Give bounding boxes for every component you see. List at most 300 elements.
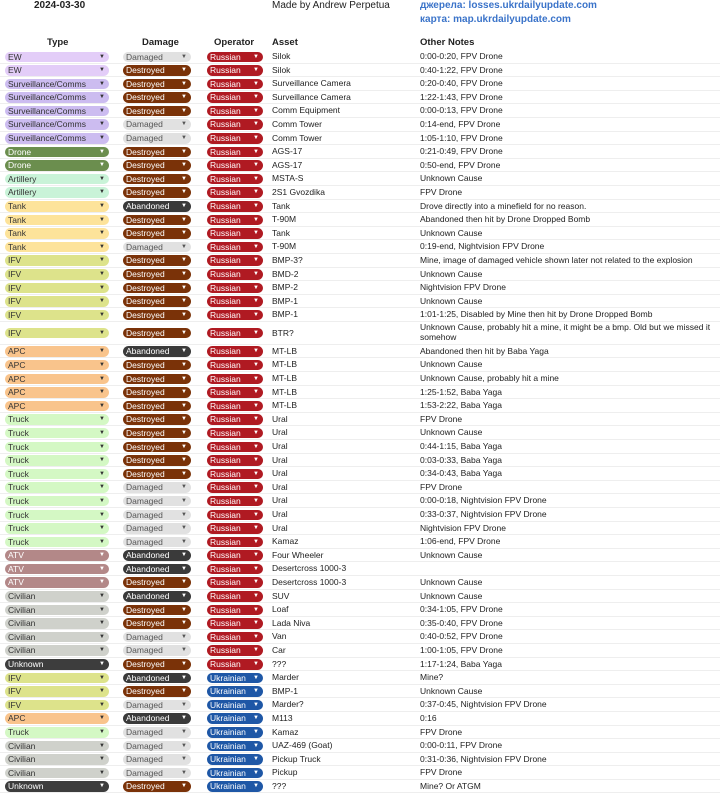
dropdown-arrow-icon: ▼ — [181, 688, 187, 695]
dropdown-arrow-icon: ▼ — [99, 783, 105, 790]
notes-cell: 1:06-end, FPV Drone — [420, 536, 501, 547]
type-dropdown[interactable] — [5, 428, 109, 439]
type-dropdown[interactable] — [5, 119, 109, 130]
notes-cell: Mine, image of damaged vehicle shown later not related to the explosion — [420, 254, 693, 265]
type-dropdown[interactable] — [5, 269, 109, 280]
operator-dropdown[interactable] — [207, 255, 263, 266]
notes-cell: 0:34-1:05, FPV Drone — [420, 604, 503, 615]
type-dropdown-label: Truck — [8, 523, 29, 534]
table-row — [0, 172, 720, 186]
type-dropdown-label: Tank — [8, 228, 26, 239]
damage-dropdown[interactable] — [123, 328, 191, 339]
operator-dropdown[interactable] — [207, 523, 263, 534]
operator-dropdown[interactable] — [207, 510, 263, 521]
damage-dropdown[interactable] — [123, 727, 191, 738]
notes-cell: 0:00-0:11, FPV Drone — [420, 740, 503, 751]
damage-dropdown[interactable] — [123, 387, 191, 398]
damage-dropdown[interactable] — [123, 187, 191, 198]
operator-dropdown[interactable] — [207, 65, 263, 76]
asset-cell: Ural — [272, 427, 288, 438]
damage-dropdown[interactable] — [123, 537, 191, 548]
type-dropdown-label: Surveillance/Comms — [8, 92, 86, 103]
damage-dropdown-label: Abandoned — [126, 346, 170, 357]
operator-dropdown[interactable] — [207, 174, 263, 185]
dropdown-arrow-icon: ▼ — [253, 633, 259, 640]
damage-dropdown[interactable] — [123, 673, 191, 684]
type-dropdown[interactable] — [5, 346, 109, 357]
notes-cell: 0:44-1:15, Baba Yaga — [420, 441, 502, 452]
type-dropdown[interactable] — [5, 550, 109, 561]
damage-dropdown[interactable] — [123, 242, 191, 253]
operator-dropdown-label: Russian — [210, 282, 241, 293]
dropdown-arrow-icon: ▼ — [181, 742, 187, 749]
dropdown-arrow-icon: ▼ — [181, 538, 187, 545]
damage-dropdown[interactable] — [123, 374, 191, 385]
damage-dropdown[interactable] — [123, 510, 191, 521]
type-dropdown[interactable] — [5, 283, 109, 294]
operator-dropdown-label: Russian — [210, 373, 241, 384]
asset-cell: UAZ-469 (Goat) — [272, 740, 333, 751]
operator-dropdown[interactable] — [207, 781, 263, 792]
table-row — [0, 413, 720, 427]
dropdown-arrow-icon: ▼ — [99, 216, 105, 223]
type-dropdown[interactable] — [5, 374, 109, 385]
operator-dropdown[interactable] — [207, 79, 263, 90]
asset-cell: Marder? — [272, 699, 304, 710]
type-dropdown[interactable] — [5, 781, 109, 792]
damage-dropdown[interactable] — [123, 428, 191, 439]
operator-dropdown[interactable] — [207, 577, 263, 588]
operator-dropdown-label: Russian — [210, 201, 241, 212]
operator-dropdown[interactable] — [207, 215, 263, 226]
table-row — [0, 240, 720, 254]
type-dropdown[interactable] — [5, 577, 109, 588]
operator-dropdown[interactable] — [207, 374, 263, 385]
operator-dropdown[interactable] — [207, 673, 263, 684]
operator-dropdown[interactable] — [207, 632, 263, 643]
operator-dropdown[interactable] — [207, 591, 263, 602]
operator-dropdown-label: Ukrainian — [210, 727, 246, 737]
table-row — [0, 494, 720, 508]
type-dropdown[interactable] — [5, 713, 109, 724]
damage-dropdown-label: Destroyed — [126, 282, 165, 293]
damage-dropdown[interactable] — [123, 469, 191, 480]
damage-dropdown[interactable] — [123, 65, 191, 76]
type-dropdown[interactable] — [5, 228, 109, 239]
damage-dropdown[interactable] — [123, 686, 191, 697]
dropdown-arrow-icon: ▼ — [181, 257, 187, 264]
type-dropdown[interactable] — [5, 106, 109, 117]
type-dropdown[interactable] — [5, 242, 109, 253]
dropdown-arrow-icon: ▼ — [181, 107, 187, 114]
notes-cell: FPV Drone — [420, 413, 463, 424]
notes-cell: 1:17-1:24, Baba Yaga — [420, 658, 502, 669]
type-dropdown[interactable] — [5, 700, 109, 711]
asset-cell: Silok — [272, 64, 291, 75]
operator-dropdown[interactable] — [207, 187, 263, 198]
type-dropdown[interactable] — [5, 201, 109, 212]
operator-dropdown[interactable] — [207, 605, 263, 616]
damage-dropdown-label: Destroyed — [126, 427, 165, 438]
damage-dropdown[interactable] — [123, 360, 191, 371]
type-dropdown[interactable] — [5, 754, 109, 765]
operator-dropdown[interactable] — [207, 482, 263, 493]
asset-cell: Car — [272, 644, 286, 655]
author-credit: Made by Andrew Perpetua — [272, 0, 390, 11]
dropdown-arrow-icon: ▼ — [181, 620, 187, 627]
asset-cell: Comm Tower — [272, 118, 322, 129]
operator-dropdown[interactable] — [207, 754, 263, 765]
damage-dropdown[interactable] — [123, 255, 191, 266]
dropdown-arrow-icon: ▼ — [253, 729, 259, 735]
type-dropdown[interactable] — [5, 65, 109, 76]
type-dropdown[interactable] — [5, 455, 109, 466]
damage-dropdown[interactable] — [123, 768, 191, 779]
dropdown-arrow-icon: ▼ — [181, 443, 187, 450]
dropdown-arrow-icon: ▼ — [253, 67, 259, 74]
damage-dropdown-label: Destroyed — [126, 373, 165, 384]
table-row — [0, 603, 720, 617]
type-dropdown[interactable] — [5, 618, 109, 629]
type-dropdown-label: Civilian — [8, 645, 36, 656]
operator-dropdown[interactable] — [207, 713, 263, 724]
notes-cell: Unknown Cause — [420, 227, 483, 238]
type-dropdown[interactable] — [5, 414, 109, 425]
damage-dropdown[interactable] — [123, 215, 191, 226]
operator-dropdown[interactable] — [207, 92, 263, 103]
type-dropdown[interactable] — [5, 52, 109, 63]
operator-dropdown[interactable] — [207, 201, 263, 212]
damage-dropdown[interactable] — [123, 482, 191, 493]
type-dropdown[interactable] — [5, 360, 109, 371]
type-dropdown[interactable] — [5, 187, 109, 198]
asset-cell: MT-LB — [272, 359, 298, 370]
operator-dropdown[interactable] — [207, 269, 263, 280]
dropdown-arrow-icon: ▼ — [99, 375, 105, 382]
operator-dropdown[interactable] — [207, 428, 263, 439]
damage-dropdown[interactable] — [123, 401, 191, 412]
type-dropdown-label: IFV — [8, 255, 22, 266]
dropdown-arrow-icon: ▼ — [99, 361, 105, 368]
dropdown-arrow-icon: ▼ — [253, 552, 259, 559]
table-row — [0, 145, 720, 159]
operator-dropdown[interactable] — [207, 310, 263, 321]
operator-dropdown[interactable] — [207, 469, 263, 480]
notes-cell: 0:40-0:52, FPV Drone — [420, 631, 503, 642]
dropdown-arrow-icon: ▼ — [181, 416, 187, 423]
type-dropdown[interactable] — [5, 296, 109, 307]
table-row — [0, 671, 720, 685]
operator-dropdown[interactable] — [207, 387, 263, 398]
type-dropdown[interactable] — [5, 564, 109, 575]
operator-dropdown[interactable] — [207, 401, 263, 412]
damage-dropdown[interactable] — [123, 133, 191, 144]
damage-dropdown[interactable] — [123, 659, 191, 670]
operator-dropdown[interactable] — [207, 160, 263, 171]
dropdown-arrow-icon: ▼ — [253, 511, 259, 518]
operator-dropdown[interactable] — [207, 618, 263, 629]
damage-dropdown-label: Destroyed — [126, 228, 165, 239]
dropdown-arrow-icon: ▼ — [253, 361, 259, 368]
dropdown-arrow-icon: ▼ — [253, 329, 259, 336]
dropdown-arrow-icon: ▼ — [181, 135, 187, 142]
notes-cell: 1:53-2:22, Baba Yaga — [420, 400, 502, 411]
operator-dropdown[interactable] — [207, 537, 263, 548]
dropdown-arrow-icon: ▼ — [181, 243, 187, 250]
operator-dropdown[interactable] — [207, 296, 263, 307]
damage-dropdown[interactable] — [123, 496, 191, 507]
damage-dropdown[interactable] — [123, 119, 191, 130]
operator-dropdown-label: Russian — [210, 160, 241, 171]
damage-dropdown[interactable] — [123, 700, 191, 711]
asset-cell: M113 — [272, 712, 293, 723]
dropdown-arrow-icon: ▼ — [181, 593, 187, 600]
type-dropdown[interactable] — [5, 174, 109, 185]
asset-cell: Ural — [272, 481, 288, 492]
dropdown-arrow-icon: ▼ — [253, 189, 259, 196]
damage-dropdown[interactable] — [123, 591, 191, 602]
damage-dropdown[interactable] — [123, 741, 191, 752]
type-dropdown[interactable] — [5, 741, 109, 752]
table-row — [0, 644, 720, 658]
map-link[interactable]: карта: map.ukrdailyupdate.com — [420, 14, 571, 25]
type-dropdown[interactable] — [5, 160, 109, 171]
dropdown-arrow-icon: ▼ — [99, 742, 105, 749]
operator-dropdown[interactable] — [207, 686, 263, 697]
asset-cell: Lada Niva — [272, 617, 311, 628]
damage-dropdown[interactable] — [123, 346, 191, 357]
damage-dropdown-label: Damaged — [126, 133, 163, 144]
damage-dropdown[interactable] — [123, 296, 191, 307]
type-dropdown[interactable] — [5, 591, 109, 602]
damage-dropdown[interactable] — [123, 160, 191, 171]
damage-dropdown-label: Destroyed — [126, 327, 165, 338]
type-dropdown[interactable] — [5, 523, 109, 534]
operator-dropdown-label: Russian — [210, 241, 241, 252]
damage-dropdown-label: Destroyed — [126, 187, 165, 198]
operator-dropdown[interactable] — [207, 346, 263, 357]
damage-dropdown-label: Damaged — [126, 699, 163, 710]
damage-dropdown[interactable] — [123, 79, 191, 90]
dropdown-arrow-icon: ▼ — [99, 298, 105, 305]
operator-dropdown[interactable] — [207, 768, 263, 779]
operator-dropdown[interactable] — [207, 106, 263, 117]
type-dropdown-label: APC — [8, 373, 26, 384]
type-dropdown[interactable] — [5, 645, 109, 656]
type-dropdown-label: APC — [8, 713, 26, 724]
operator-dropdown[interactable] — [207, 741, 263, 752]
operator-dropdown[interactable] — [207, 442, 263, 453]
damage-dropdown[interactable] — [123, 269, 191, 280]
type-dropdown[interactable] — [5, 496, 109, 507]
damage-dropdown-label: Destroyed — [126, 214, 165, 225]
operator-dropdown-label: Russian — [210, 577, 241, 588]
damage-dropdown[interactable] — [123, 523, 191, 534]
dropdown-arrow-icon: ▼ — [181, 565, 187, 572]
type-dropdown[interactable] — [5, 605, 109, 616]
type-dropdown-label: IFV — [8, 296, 22, 307]
damage-dropdown[interactable] — [123, 52, 191, 63]
damage-dropdown[interactable] — [123, 147, 191, 158]
type-dropdown[interactable] — [5, 92, 109, 103]
type-dropdown[interactable] — [5, 673, 109, 684]
dropdown-arrow-icon: ▼ — [253, 484, 259, 491]
operator-dropdown[interactable] — [207, 360, 263, 371]
operator-dropdown[interactable] — [207, 133, 263, 144]
damage-dropdown[interactable] — [123, 577, 191, 588]
dropdown-arrow-icon: ▼ — [99, 606, 105, 613]
damage-dropdown[interactable] — [123, 550, 191, 561]
asset-cell: Tank — [272, 227, 290, 238]
type-dropdown[interactable] — [5, 537, 109, 548]
operator-dropdown-label: Russian — [210, 427, 241, 438]
damage-dropdown[interactable] — [123, 781, 191, 792]
operator-dropdown[interactable] — [207, 328, 263, 339]
type-dropdown-label: Surveillance/Comms — [8, 105, 86, 116]
type-dropdown[interactable] — [5, 79, 109, 90]
operator-dropdown[interactable] — [207, 283, 263, 294]
table-row — [0, 227, 720, 241]
dropdown-arrow-icon: ▼ — [181, 311, 187, 318]
type-dropdown[interactable] — [5, 328, 109, 339]
operator-dropdown[interactable] — [207, 119, 263, 130]
type-dropdown[interactable] — [5, 442, 109, 453]
type-dropdown[interactable] — [5, 310, 109, 321]
notes-cell: 0:34-0:43, Baba Yaga — [420, 468, 502, 479]
type-dropdown[interactable] — [5, 686, 109, 697]
dropdown-arrow-icon: ▼ — [253, 497, 259, 504]
dropdown-arrow-icon: ▼ — [253, 375, 259, 382]
type-dropdown[interactable] — [5, 147, 109, 158]
damage-dropdown[interactable] — [123, 174, 191, 185]
damage-dropdown[interactable] — [123, 310, 191, 321]
table-row — [0, 698, 720, 712]
notes-cell: Nightvision FPV Drone — [420, 522, 506, 533]
type-dropdown-label: Unknown — [8, 659, 44, 670]
damage-dropdown[interactable] — [123, 455, 191, 466]
type-dropdown-label: IFV — [8, 269, 22, 279]
table-row — [0, 712, 720, 726]
damage-dropdown[interactable] — [123, 106, 191, 117]
asset-cell: AGS-17 — [272, 146, 303, 157]
damage-dropdown[interactable] — [123, 605, 191, 616]
damage-dropdown[interactable] — [123, 442, 191, 453]
operator-dropdown[interactable] — [207, 242, 263, 253]
dropdown-arrow-icon: ▼ — [99, 67, 105, 74]
type-dropdown[interactable] — [5, 632, 109, 643]
type-dropdown-label: Civilian — [8, 591, 36, 602]
type-dropdown[interactable] — [5, 659, 109, 670]
damage-dropdown[interactable] — [123, 92, 191, 103]
type-dropdown[interactable] — [5, 215, 109, 226]
damage-dropdown[interactable] — [123, 632, 191, 643]
damage-dropdown[interactable] — [123, 283, 191, 294]
operator-dropdown-label: Russian — [210, 78, 241, 89]
operator-dropdown-label: Russian — [210, 495, 241, 506]
notes-cell: 1:01-1:25, Disabled by Mine then hit by Drone Dropped Bomb — [420, 309, 653, 320]
type-dropdown-label: Drone — [8, 160, 32, 171]
type-dropdown-label: Unknown — [8, 781, 44, 792]
table-row — [0, 308, 720, 322]
operator-dropdown[interactable] — [207, 727, 263, 738]
operator-dropdown[interactable] — [207, 700, 263, 711]
damage-dropdown-label: Destroyed — [126, 92, 165, 103]
type-dropdown[interactable] — [5, 727, 109, 738]
damage-dropdown-label: Destroyed — [126, 359, 165, 370]
dropdown-arrow-icon: ▼ — [181, 429, 187, 436]
damage-dropdown[interactable] — [123, 645, 191, 656]
operator-dropdown[interactable] — [207, 645, 263, 656]
dropdown-arrow-icon: ▼ — [181, 94, 187, 101]
asset-cell: Surveillance Camera — [272, 91, 351, 102]
dropdown-arrow-icon: ▼ — [99, 484, 105, 491]
type-dropdown-label: Artillery — [8, 187, 37, 198]
damage-dropdown[interactable] — [123, 713, 191, 724]
damage-dropdown-label: Destroyed — [126, 659, 165, 670]
type-dropdown[interactable] — [5, 255, 109, 266]
table-row — [0, 104, 720, 118]
operator-dropdown[interactable] — [207, 147, 263, 158]
table-row — [0, 630, 720, 644]
notes-cell: 0:21-0:49, FPV Drone — [420, 146, 503, 157]
damage-dropdown[interactable] — [123, 564, 191, 575]
damage-dropdown[interactable] — [123, 754, 191, 765]
dropdown-arrow-icon: ▼ — [181, 756, 187, 763]
dropdown-arrow-icon: ▼ — [253, 135, 259, 142]
type-dropdown[interactable] — [5, 469, 109, 480]
operator-dropdown[interactable] — [207, 496, 263, 507]
type-dropdown[interactable] — [5, 768, 109, 779]
damage-dropdown[interactable] — [123, 414, 191, 425]
damage-dropdown-label: Abandoned — [126, 713, 170, 724]
operator-dropdown-label: Ukrainian — [210, 686, 246, 697]
type-dropdown-label: APC — [8, 359, 26, 370]
operator-dropdown[interactable] — [207, 52, 263, 63]
damage-dropdown[interactable] — [123, 228, 191, 239]
type-dropdown[interactable] — [5, 510, 109, 521]
operator-dropdown[interactable] — [207, 455, 263, 466]
operator-dropdown[interactable] — [207, 414, 263, 425]
damage-dropdown[interactable] — [123, 618, 191, 629]
notes-cell: 0:20-0:40, FPV Drone — [420, 78, 503, 89]
notes-cell: Unknown Cause — [420, 685, 483, 696]
dropdown-arrow-icon: ▼ — [99, 674, 105, 681]
damage-dropdown-label: Destroyed — [126, 146, 165, 157]
dropdown-arrow-icon: ▼ — [181, 148, 187, 155]
operator-dropdown[interactable] — [207, 659, 263, 670]
table-row — [0, 467, 720, 481]
type-dropdown[interactable] — [5, 133, 109, 144]
dropdown-arrow-icon: ▼ — [99, 497, 105, 504]
dropdown-arrow-icon: ▼ — [253, 769, 259, 776]
sources-link[interactable]: джерела: losses.ukrdailyupdate.com — [420, 0, 597, 11]
operator-dropdown[interactable] — [207, 564, 263, 575]
type-dropdown[interactable] — [5, 387, 109, 398]
type-dropdown[interactable] — [5, 401, 109, 412]
type-dropdown-label: Truck — [8, 482, 29, 493]
dropdown-arrow-icon: ▼ — [99, 552, 105, 559]
operator-dropdown[interactable] — [207, 228, 263, 239]
notes-cell: 0:31-0:36, Nightvision FPV Drone — [420, 753, 547, 764]
asset-cell: BMP-3? — [272, 254, 303, 265]
dropdown-arrow-icon: ▼ — [253, 311, 259, 318]
operator-dropdown[interactable] — [207, 550, 263, 561]
notes-cell: 0:40-1:22, FPV Drone — [420, 64, 503, 75]
damage-dropdown[interactable] — [123, 201, 191, 212]
type-dropdown[interactable] — [5, 482, 109, 493]
table-row — [0, 295, 720, 309]
column-header-type: Type — [47, 37, 69, 48]
